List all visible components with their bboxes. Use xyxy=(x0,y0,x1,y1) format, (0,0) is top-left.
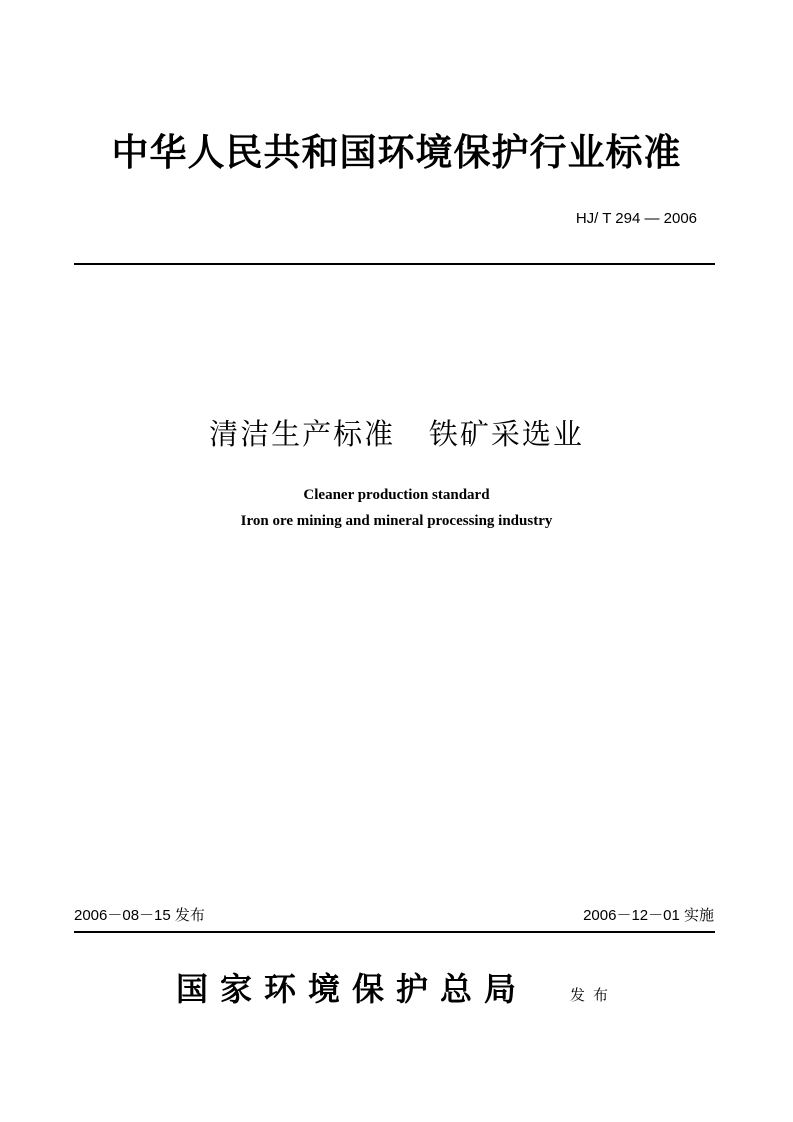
chinese-title: 清洁生产标准 铁矿采选业 xyxy=(209,417,584,451)
header-title: 中华人民共和国环境保护行业标准 xyxy=(111,130,682,174)
issuer-name: 国家环境保护总局 xyxy=(176,970,529,1008)
release-date: 2006－08－15 发布 xyxy=(74,907,205,924)
issuer-action: 发布 xyxy=(570,986,617,1004)
standard-number: HJ/ T 294 — 2006 xyxy=(575,210,697,227)
english-title-line2: Iron ore mining and mineral processing industry xyxy=(240,513,553,529)
english-title-line1: Cleaner production standard xyxy=(303,487,490,503)
implementation-date: 2006－12－01 实施 xyxy=(583,907,714,924)
top-divider xyxy=(74,263,715,265)
bottom-divider xyxy=(74,931,715,933)
